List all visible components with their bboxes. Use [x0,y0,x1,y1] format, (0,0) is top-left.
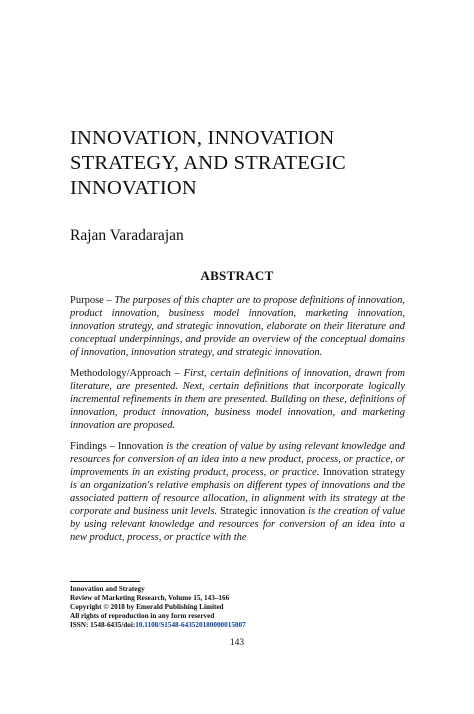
doi-link[interactable]: 10.1108/S1548-643520180000015007 [135,621,246,629]
methodology-label: Methodology/Approach – [70,368,184,379]
findings-text-1: is the creation of value by using relevant knowledge and resources for conversion of an idea into a new product, process, or practice, or improvements in an existing product, process, or practice. [70,441,405,478]
findings-text-3: is the creation of value by using relevant knowledge and resources for conversion of an idea into a new product, process, or practice with the [70,506,406,543]
purpose-text: The purposes of this chapter are to propose definitions of innovation, product innovation, business model innovation, marketing innovation, innovation strategy, and strategic innovation, elaborate on their literature and conceptual underpinnings, and provide an overview of the conceptual domains of innovation, innovation strategy, and strategic innovation. [70,295,405,358]
findings-term-strategic-innovation: Strategic innovation [220,506,306,517]
findings-term-innovation: Innovation [117,441,164,452]
page-number: 143 [229,638,245,648]
findings-label: Findings – [70,441,118,452]
footnote-copyright: Copyright © 2018 by Emerald Publishing Limited [70,603,224,611]
purpose-paragraph [70,294,405,359]
footnote-rights: All rights of reproduction in any form reserved [70,612,215,620]
footnote-book-title: Innovation and Strategy [70,585,145,593]
footnote-series: Review of Marketing Research, Volume 15, 143–166 [70,594,230,602]
findings-text-2: is an organization's relative emphasis on different types of innovations and the associated pattern of resource allocation, in alignment with its strategy at the corporate and business unit levels. [70,480,405,517]
purpose-label: Purpose – [70,295,115,306]
methodology-paragraph [70,367,405,432]
footnote-issn-line [70,621,410,630]
abstract-heading: ABSTRACT [200,268,274,283]
footnote-divider [70,581,140,582]
author-name: Rajan Varadarajan [70,227,184,244]
findings-term-innovation-strategy: Innovation strategy [322,467,406,478]
methodology-text: First, certain definitions of innovation, drawn from literature, are presented. Next, certain definitions that incorporate logically incremental refinements in them are presented. Building on these, definitions of innovation, product innovation, business model innovation, and marketing innovation are proposed. [70,368,405,431]
chapter-title: INNOVATION, INNOVATION STRATEGY, AND STRATEGIC INNOVATION [70,127,346,199]
findings-paragraph [70,440,405,544]
footnote-issn: ISSN: 1548-6435/doi: [70,621,136,629]
abstract-body [70,294,405,552]
publication-footnote [70,585,410,630]
